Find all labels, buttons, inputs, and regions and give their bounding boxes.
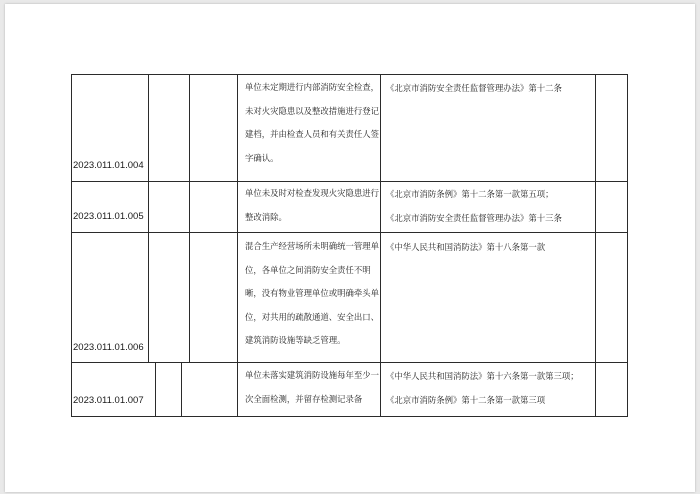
column-divider [181,362,182,416]
table-border-left [71,74,72,416]
document-page [5,4,695,492]
table-border-bottom [71,416,628,417]
violation-description: 单位未落实建筑消防设施每年至少一次全面检测，并留存检测记录备 [245,370,379,404]
legal-basis: 《北京市消防条例》第十二条第一款第五项； [386,189,554,199]
item-code: 2023.011.01.007 [73,395,144,406]
violation-description: 混合生产经营场所未明确统一管理单位，各单位之间消防安全责任不明晰，没有物业管理单位或明确牵头单位，对共用的疏散通道、安全出口、建筑消防设施等缺乏管理。 [245,241,379,346]
violation-description: 单位未定期进行内部消防安全检查，未对火灾隐患以及整改措施进行登记建档，并由检查人员和有关责任人签字确认。 [245,82,379,163]
table-border-right [627,74,628,416]
legal-basis: 《北京市消防安全责任监督管理办法》第十二条 [386,83,562,93]
legal-basis: 《北京市消防安全责任监督管理办法》第十三条 [386,213,562,223]
legal-basis: 《北京市消防条例》第十二条第一款第三项 [386,395,546,405]
column-divider [595,74,596,416]
item-code: 2023.011.01.005 [73,211,144,222]
violation-description: 单位未及时对检查发现火灾隐患进行整改消除。 [245,188,379,222]
item-code: 2023.011.01.004 [73,160,144,171]
column-divider [189,74,190,362]
column-divider [155,362,156,416]
legal-basis: 《中华人民共和国消防法》第十六条第一款第三项； [386,371,579,381]
row-divider [71,232,628,233]
table-border-top [71,74,628,75]
legal-basis: 《中华人民共和国消防法》第十八条第一款 [386,242,546,252]
item-code: 2023.011.01.006 [73,342,144,353]
column-divider [148,74,149,362]
column-divider [237,74,238,416]
